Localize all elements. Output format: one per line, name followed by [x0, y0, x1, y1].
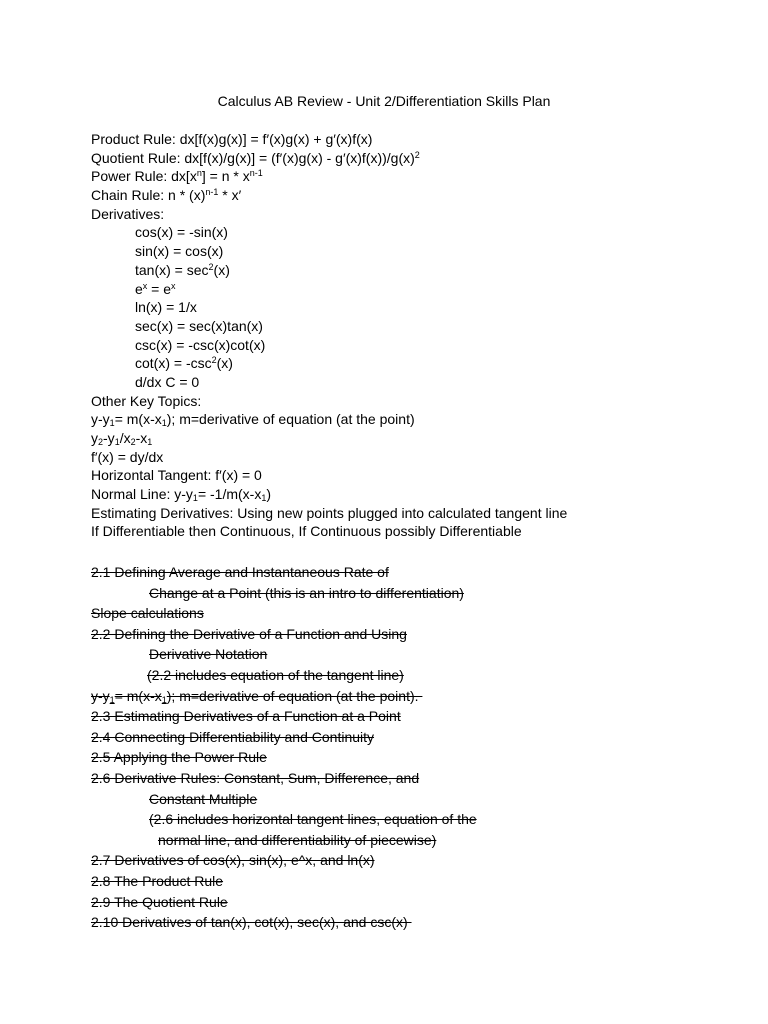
- quotient-rule: Quotient Rule: $dx[f(x)/g(x)] = (f'(x)g(x) - g'(x)f(x))/g(x)^2$: [91, 149, 420, 166]
- tangent-line-equation: $y-y_1= m(x-x_1)$; m=derivative of equation (at the point): [91, 411, 415, 429]
- derivative-sec: sec(x) = sec(x)tan(x): [135, 317, 263, 334]
- fprime-notation: f′(x) = dy/dx: [91, 448, 164, 465]
- derivative-cos: cos(x) = -sin(x): [135, 224, 228, 241]
- derivative-tan: $\tan(x) = \sec^2(x)$: [135, 261, 230, 278]
- chain-rule: Chain Rule: n * $(x)^{n-1} * x'$: [91, 187, 242, 204]
- derivative-sin: sin(x) = cos(x): [135, 243, 224, 260]
- topic-2-2-line2: Derivative Notation: [149, 646, 268, 663]
- topic-2-6-line1: 2.6 Derivative Rules: Constant, Sum, Difference, and: [91, 769, 420, 786]
- derivative-ln: ln(x) = 1/x: [135, 299, 197, 316]
- topic-2-2-note: (2.2 includes equation of the tangent line): [147, 666, 404, 683]
- topic-2-1-line1: 2.1 Defining Average and Instantaneous Rate of: [91, 564, 389, 580]
- topic-2-6-line2: Constant Multiple: [149, 790, 258, 807]
- topic-2-2-line1: 2.2 Defining the Derivative of a Function and Using: [91, 625, 407, 642]
- derivative-constant: d/dx C = 0: [135, 373, 200, 390]
- horizontal-tangent: Horizontal Tangent: f′(x) = 0: [91, 467, 262, 484]
- slope-calculations: Slope calculations: [91, 605, 204, 622]
- topic-2-7: 2.7 Derivatives of cos(x), sin(x), e^x, and ln(x): [91, 852, 375, 869]
- topic-2-5: 2.5 Applying the Power Rule: [91, 749, 267, 766]
- topic-2-10: 2.10 Derivatives of tan(x), cot(x), sec(x), and csc(x): [91, 914, 412, 931]
- derivative-csc: csc(x) = -csc(x)cot(x): [135, 336, 266, 353]
- other-topics-label: Other Key Topics:: [91, 392, 202, 409]
- derivative-cot: $\cot(x) = -\csc^2(x)$: [135, 355, 233, 372]
- differentiability-continuity: If Differentiable then Continuous, If Continuous possibly Differentiable: [91, 523, 522, 540]
- topic-2-9: 2.9 The Quotient Rule: [91, 893, 228, 910]
- rules-block: [91, 130, 731, 541]
- completed-topics-list: [91, 562, 731, 933]
- topic-2-1-line2: Change at a Point (this is an intro to differentiation): [149, 584, 464, 601]
- slope-formula: $y_2-y_1/x_2-x_1$: [91, 430, 153, 447]
- product-rule: Product Rule: dx[f(x)g(x)] = f′(x)g(x) + g′(x)f(x): [91, 131, 373, 147]
- topic-2-6-note-line1: (2.6 includes horizontal tangent lines, equation of the: [149, 811, 477, 828]
- normal-line: Normal Line: $y-y_1= -1/m(x-x_1)$: [91, 486, 272, 504]
- estimating-derivatives: Estimating Derivatives: Using new points plugged into calculated tangent line: [91, 504, 568, 521]
- derivative-exp: $e^x = e^x$: [135, 280, 176, 297]
- derivatives-label: Derivatives:: [91, 205, 165, 222]
- topic-2-3: 2.3 Estimating Derivatives of a Function at a Point: [91, 708, 401, 725]
- topic-2-4: 2.4 Connecting Differentiability and Continuity: [91, 728, 375, 745]
- tangent-line-struck: $y-y_1= m(x-x_1)$; m=derivative of equation (at the point).: [91, 687, 423, 705]
- document-title: Calculus AB Review - Unit 2/Differentiation Skills Plan: [217, 93, 551, 109]
- power-rule: Power Rule: $dx[x^n] = n * x^{n-1}$: [91, 168, 263, 185]
- topic-2-8: 2.8 The Product Rule: [91, 872, 224, 889]
- topic-2-6-note-line2: normal line, and differentiability of piecewise): [158, 831, 437, 848]
